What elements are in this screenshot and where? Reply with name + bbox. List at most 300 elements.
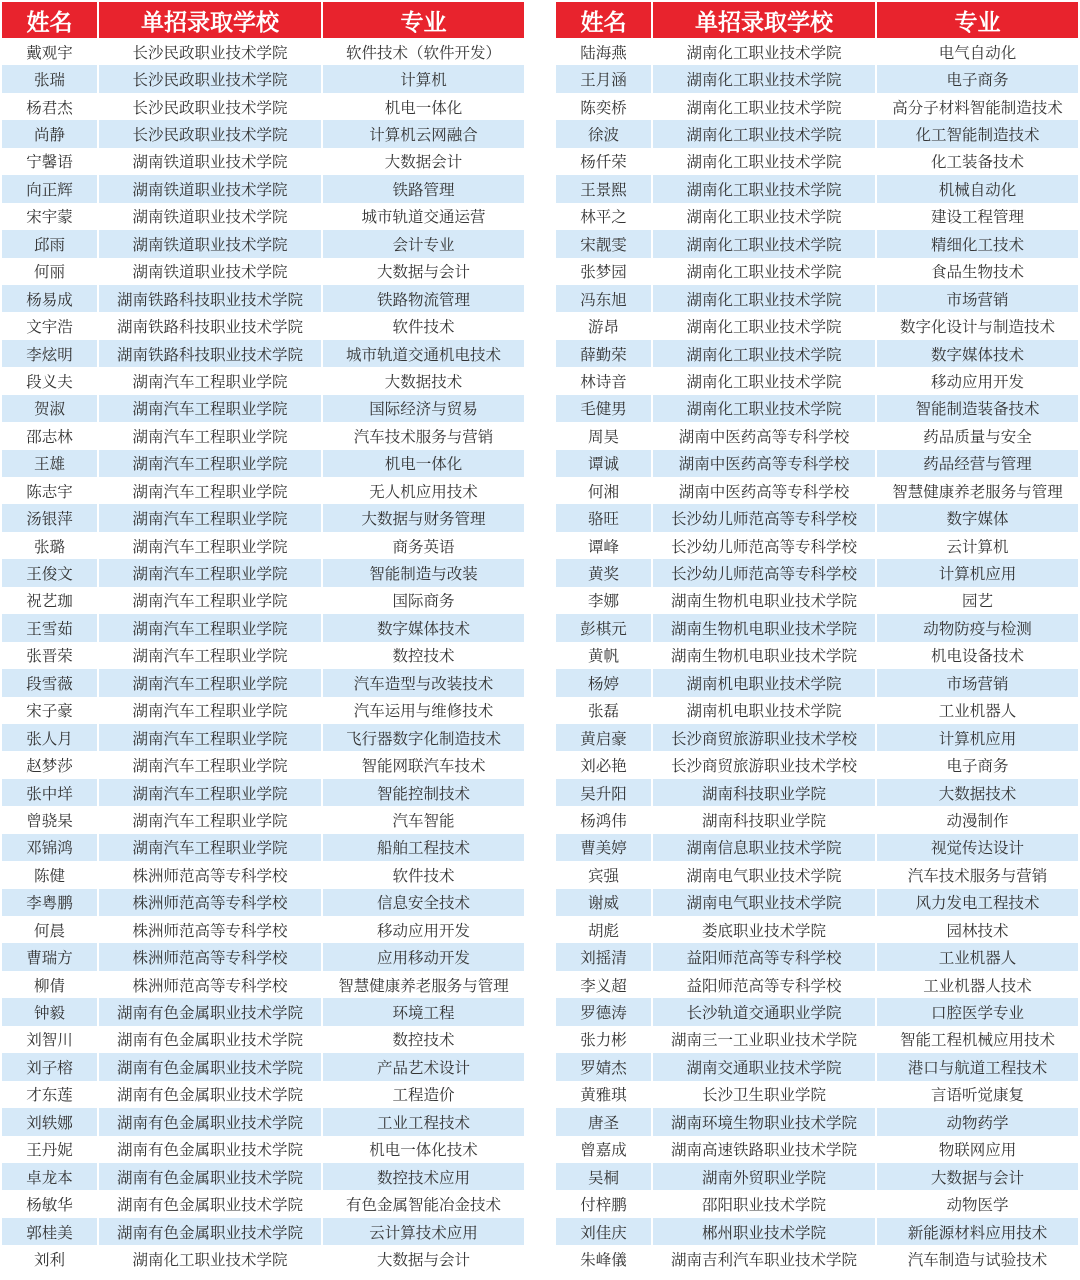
cell-name: 杨婷	[556, 669, 652, 696]
table-row	[2, 806, 524, 833]
table-row	[556, 724, 1078, 751]
cell-major: 港口与航道工程技术	[876, 1053, 1078, 1080]
cell-name: 徐波	[556, 120, 652, 147]
table-row	[2, 450, 524, 477]
cell-name: 冯东旭	[556, 285, 652, 312]
cell-school: 湖南化工职业技术学院	[652, 395, 876, 422]
cell-school: 湖南化工职业技术学院	[98, 1245, 322, 1272]
cell-major: 智慧健康养老服务与管理	[322, 971, 524, 998]
cell-name: 向正辉	[2, 175, 98, 202]
cell-major: 动漫制作	[876, 806, 1078, 833]
cell-name: 王雄	[2, 450, 98, 477]
cell-major: 数控技术应用	[322, 1163, 524, 1190]
cell-name: 骆旺	[556, 504, 652, 531]
table-row	[556, 340, 1078, 367]
cell-major: 智能制造装备技术	[876, 395, 1078, 422]
cell-school: 长沙民政职业技术学院	[98, 65, 322, 92]
cell-major: 商务英语	[322, 532, 524, 559]
header-row	[2, 2, 524, 38]
table-row	[556, 230, 1078, 257]
cell-school: 长沙卫生职业学院	[652, 1081, 876, 1108]
cell-name: 李粤鹏	[2, 889, 98, 916]
cell-major: 移动应用开发	[322, 916, 524, 943]
cell-major: 口腔医学专业	[876, 998, 1078, 1025]
cell-name: 刘利	[2, 1245, 98, 1272]
cell-school: 湖南汽车工程职业学院	[98, 532, 322, 559]
cell-major: 视觉传达设计	[876, 834, 1078, 861]
cell-school: 娄底职业技术学院	[652, 916, 876, 943]
table-row	[556, 312, 1078, 339]
table-row	[2, 916, 524, 943]
cell-major: 市场营销	[876, 285, 1078, 312]
cell-major: 数字媒体	[876, 504, 1078, 531]
cell-name: 黄雅琪	[556, 1081, 652, 1108]
cell-school: 湖南生物机电职业技术学院	[652, 614, 876, 641]
cell-school: 湖南化工职业技术学院	[652, 312, 876, 339]
cell-name: 贺淑	[2, 395, 98, 422]
cell-school: 湖南汽车工程职业学院	[98, 806, 322, 833]
cell-major: 大数据与会计	[322, 1245, 524, 1272]
cell-name: 朱峰儀	[556, 1245, 652, 1272]
cell-name: 薛勤荣	[556, 340, 652, 367]
cell-name: 张人月	[2, 724, 98, 751]
table-row	[2, 998, 524, 1025]
cell-major: 国际商务	[322, 587, 524, 614]
cell-school: 湖南化工职业技术学院	[652, 93, 876, 120]
cell-school: 湖南三一工业职业技术学院	[652, 1026, 876, 1053]
cell-major: 言语听觉康复	[876, 1081, 1078, 1108]
table-row	[556, 559, 1078, 586]
cell-name: 陈健	[2, 861, 98, 888]
table-row	[2, 65, 524, 92]
cell-name: 段义夫	[2, 367, 98, 394]
table-row	[2, 1218, 524, 1245]
table-row	[2, 175, 524, 202]
cell-name: 刘必艳	[556, 751, 652, 778]
cell-major: 工业机器人技术	[876, 971, 1078, 998]
cell-name: 宁馨语	[2, 148, 98, 175]
cell-school: 湖南汽车工程职业学院	[98, 559, 322, 586]
cell-name: 李义超	[556, 971, 652, 998]
cell-school: 湖南铁道职业技术学院	[98, 258, 322, 285]
cell-major: 建设工程管理	[876, 203, 1078, 230]
cell-name: 钟毅	[2, 998, 98, 1025]
cell-major: 大数据会计	[322, 148, 524, 175]
cell-major: 动物防疫与检测	[876, 614, 1078, 641]
table-row	[556, 367, 1078, 394]
cell-major: 汽车技术服务与营销	[322, 422, 524, 449]
table-row	[2, 779, 524, 806]
cell-major: 应用移动开发	[322, 943, 524, 970]
table-row	[2, 1053, 524, 1080]
cell-school: 长沙民政职业技术学院	[98, 120, 322, 147]
cell-major: 汽车运用与维修技术	[322, 697, 524, 724]
cell-major: 数控技术	[322, 642, 524, 669]
cell-name: 何湘	[556, 477, 652, 504]
table-row	[556, 203, 1078, 230]
cell-school: 株洲师范高等专科学校	[98, 889, 322, 916]
table-row	[556, 1163, 1078, 1190]
cell-school: 湖南汽车工程职业学院	[98, 477, 322, 504]
cell-school: 湖南铁路科技职业技术学院	[98, 340, 322, 367]
cell-major: 动物药学	[876, 1108, 1078, 1135]
cell-name: 刘摇清	[556, 943, 652, 970]
table-row	[2, 120, 524, 147]
cell-major: 云计算技术应用	[322, 1218, 524, 1245]
cell-major: 大数据与会计	[322, 258, 524, 285]
cell-name: 张璐	[2, 532, 98, 559]
cell-major: 市场营销	[876, 669, 1078, 696]
table-row	[556, 806, 1078, 833]
cell-major: 汽车造型与改装技术	[322, 669, 524, 696]
cell-major: 产品艺术设计	[322, 1053, 524, 1080]
cell-major: 工业机器人	[876, 697, 1078, 724]
cell-major: 汽车技术服务与营销	[876, 861, 1078, 888]
header-school: 单招录取学校	[98, 2, 322, 38]
table-row	[556, 697, 1078, 724]
cell-name: 刘佳庆	[556, 1218, 652, 1245]
cell-school: 湖南交通职业技术学院	[652, 1053, 876, 1080]
table-row	[556, 834, 1078, 861]
table-row	[2, 422, 524, 449]
cell-school: 湖南科技职业学院	[652, 806, 876, 833]
cell-major: 机电一体化	[322, 450, 524, 477]
cell-name: 文宇浩	[2, 312, 98, 339]
cell-name: 陆海燕	[556, 38, 652, 65]
cell-major: 机械自动化	[876, 175, 1078, 202]
table-row	[556, 285, 1078, 312]
cell-major: 城市轨道交通机电技术	[322, 340, 524, 367]
table-row	[556, 1136, 1078, 1163]
cell-school: 湖南生物机电职业技术学院	[652, 587, 876, 614]
cell-school: 湖南汽车工程职业学院	[98, 422, 322, 449]
cell-major: 机电一体化技术	[322, 1136, 524, 1163]
cell-school: 益阳师范高等专科学校	[652, 943, 876, 970]
table-row	[2, 1081, 524, 1108]
table-row	[556, 504, 1078, 531]
cell-major: 数字媒体技术	[876, 340, 1078, 367]
cell-name: 谭诚	[556, 450, 652, 477]
cell-school: 湖南化工职业技术学院	[652, 258, 876, 285]
cell-name: 柳倩	[2, 971, 98, 998]
cell-name: 陈志宇	[2, 477, 98, 504]
table-row	[2, 834, 524, 861]
cell-school: 长沙幼儿师范高等专科学校	[652, 532, 876, 559]
cell-school: 株洲师范高等专科学校	[98, 916, 322, 943]
table-row	[556, 38, 1078, 65]
table-row	[556, 861, 1078, 888]
cell-name: 胡彪	[556, 916, 652, 943]
table-row	[2, 285, 524, 312]
cell-major: 园林技术	[876, 916, 1078, 943]
cell-school: 湖南铁道职业技术学院	[98, 230, 322, 257]
cell-name: 罗德涛	[556, 998, 652, 1025]
cell-name: 曾骁杲	[2, 806, 98, 833]
cell-school: 湖南吉利汽车职业技术学院	[652, 1245, 876, 1272]
cell-school: 湖南机电职业技术学院	[652, 669, 876, 696]
cell-major: 计算机应用	[876, 559, 1078, 586]
table-row	[2, 93, 524, 120]
cell-name: 尚静	[2, 120, 98, 147]
cell-school: 湖南有色金属职业技术学院	[98, 1163, 322, 1190]
cell-major: 大数据与会计	[876, 1163, 1078, 1190]
table-row	[2, 669, 524, 696]
cell-school: 湖南化工职业技术学院	[652, 367, 876, 394]
cell-major: 飞行器数字化制造技术	[322, 724, 524, 751]
cell-school: 湖南化工职业技术学院	[652, 120, 876, 147]
cell-name: 王月涵	[556, 65, 652, 92]
table-row	[556, 1053, 1078, 1080]
cell-name: 杨易成	[2, 285, 98, 312]
cell-major: 物联网应用	[876, 1136, 1078, 1163]
cell-major: 无人机应用技术	[322, 477, 524, 504]
cell-name: 吴升阳	[556, 779, 652, 806]
cell-school: 长沙幼儿师范高等专科学校	[652, 559, 876, 586]
cell-major: 精细化工技术	[876, 230, 1078, 257]
cell-major: 软件技术	[322, 861, 524, 888]
table-row	[556, 532, 1078, 559]
table-row	[2, 1190, 524, 1217]
cell-school: 湖南铁道职业技术学院	[98, 148, 322, 175]
cell-major: 化工智能制造技术	[876, 120, 1078, 147]
cell-name: 宾强	[556, 861, 652, 888]
cell-school: 湖南有色金属职业技术学院	[98, 1108, 322, 1135]
table-row	[2, 1163, 524, 1190]
cell-school: 湖南信息职业技术学院	[652, 834, 876, 861]
table-row	[556, 1108, 1078, 1135]
table-row	[556, 65, 1078, 92]
cell-major: 工程造价	[322, 1081, 524, 1108]
cell-name: 曹美婷	[556, 834, 652, 861]
cell-major: 智能工程机械应用技术	[876, 1026, 1078, 1053]
cell-major: 化工装备技术	[876, 148, 1078, 175]
cell-name: 周昊	[556, 422, 652, 449]
table-row	[2, 1136, 524, 1163]
table-row	[2, 532, 524, 559]
cell-name: 游昂	[556, 312, 652, 339]
cell-name: 戴观宇	[2, 38, 98, 65]
table-row	[2, 148, 524, 175]
cell-school: 湖南中医药高等专科学校	[652, 450, 876, 477]
cell-school: 长沙商贸旅游职业技术学校	[652, 724, 876, 751]
cell-school: 湖南电气职业技术学院	[652, 889, 876, 916]
cell-name: 林诗音	[556, 367, 652, 394]
cell-school: 株洲师范高等专科学校	[98, 943, 322, 970]
table-row	[2, 230, 524, 257]
table-row	[556, 916, 1078, 943]
cell-major: 计算机云网融合	[322, 120, 524, 147]
cell-school: 湖南化工职业技术学院	[652, 230, 876, 257]
cell-major: 新能源材料应用技术	[876, 1218, 1078, 1245]
cell-school: 长沙商贸旅游职业技术学校	[652, 751, 876, 778]
cell-major: 软件技术（软件开发）	[322, 38, 524, 65]
table-row	[2, 477, 524, 504]
header-major: 专业	[322, 2, 524, 38]
cell-school: 湖南汽车工程职业学院	[98, 642, 322, 669]
cell-school: 湖南有色金属职业技术学院	[98, 1053, 322, 1080]
cell-major: 风力发电工程技术	[876, 889, 1078, 916]
cell-name: 王景熙	[556, 175, 652, 202]
cell-name: 李娜	[556, 587, 652, 614]
cell-school: 湖南化工职业技术学院	[652, 340, 876, 367]
cell-name: 杨仟荣	[556, 148, 652, 175]
cell-name: 宋靓雯	[556, 230, 652, 257]
cell-name: 张梦园	[556, 258, 652, 285]
cell-school: 湖南汽车工程职业学院	[98, 395, 322, 422]
cell-school: 长沙民政职业技术学院	[98, 38, 322, 65]
cell-school: 湖南汽车工程职业学院	[98, 779, 322, 806]
cell-major: 汽车制造与试验技术	[876, 1245, 1078, 1272]
cell-name: 段雪薇	[2, 669, 98, 696]
cell-major: 智能控制技术	[322, 779, 524, 806]
table-row	[2, 203, 524, 230]
cell-school: 湖南汽车工程职业学院	[98, 367, 322, 394]
table-row	[556, 971, 1078, 998]
table-row	[556, 669, 1078, 696]
cell-major: 药品质量与安全	[876, 422, 1078, 449]
left-admission-table	[2, 2, 524, 1273]
cell-major: 电子商务	[876, 751, 1078, 778]
cell-school: 湖南汽车工程职业学院	[98, 697, 322, 724]
cell-school: 湖南化工职业技术学院	[652, 285, 876, 312]
cell-major: 电子商务	[876, 65, 1078, 92]
header-school: 单招录取学校	[652, 2, 876, 38]
cell-major: 智慧健康养老服务与管理	[876, 477, 1078, 504]
cell-major: 计算机	[322, 65, 524, 92]
cell-name: 刘子榕	[2, 1053, 98, 1080]
cell-school: 湖南机电职业技术学院	[652, 697, 876, 724]
cell-major: 信息安全技术	[322, 889, 524, 916]
cell-name: 毛健男	[556, 395, 652, 422]
header-name: 姓名	[556, 2, 652, 38]
table-row	[2, 751, 524, 778]
table-row	[2, 1245, 524, 1272]
table-row	[2, 614, 524, 641]
cell-name: 林平之	[556, 203, 652, 230]
cell-major: 数字媒体技术	[322, 614, 524, 641]
cell-school: 湖南化工职业技术学院	[652, 175, 876, 202]
table-row	[556, 779, 1078, 806]
cell-school: 湖南铁道职业技术学院	[98, 175, 322, 202]
cell-school: 湖南高速铁路职业技术学院	[652, 1136, 876, 1163]
cell-major: 智能网联汽车技术	[322, 751, 524, 778]
cell-school: 株洲师范高等专科学校	[98, 971, 322, 998]
cell-major: 云计算机	[876, 532, 1078, 559]
cell-name: 杨敏华	[2, 1190, 98, 1217]
cell-major: 大数据与财务管理	[322, 504, 524, 531]
cell-school: 长沙轨道交通职业学院	[652, 998, 876, 1025]
table-row	[2, 1108, 524, 1135]
table-row	[556, 1026, 1078, 1053]
cell-major: 铁路管理	[322, 175, 524, 202]
cell-school: 湖南有色金属职业技术学院	[98, 1026, 322, 1053]
cell-school: 湖南生物机电职业技术学院	[652, 642, 876, 669]
cell-major: 软件技术	[322, 312, 524, 339]
cell-name: 曹瑞方	[2, 943, 98, 970]
cell-name: 谭峰	[556, 532, 652, 559]
cell-major: 工业机器人	[876, 943, 1078, 970]
cell-name: 何晨	[2, 916, 98, 943]
table-row	[2, 1026, 524, 1053]
cell-name: 王俊文	[2, 559, 98, 586]
cell-school: 湖南中医药高等专科学校	[652, 422, 876, 449]
table-row	[2, 642, 524, 669]
table-row	[556, 148, 1078, 175]
cell-major: 食品生物技术	[876, 258, 1078, 285]
right-admission-table	[556, 2, 1078, 1273]
cell-name: 张磊	[556, 697, 652, 724]
cell-name: 邱雨	[2, 230, 98, 257]
cell-major: 移动应用开发	[876, 367, 1078, 394]
cell-school: 湖南科技职业学院	[652, 779, 876, 806]
cell-name: 邵志林	[2, 422, 98, 449]
cell-name: 谢威	[556, 889, 652, 916]
table-row	[2, 724, 524, 751]
cell-name: 陈奕桥	[556, 93, 652, 120]
cell-school: 湖南化工职业技术学院	[652, 203, 876, 230]
table-row	[556, 477, 1078, 504]
cell-school: 湖南铁路科技职业技术学院	[98, 312, 322, 339]
table-row	[2, 258, 524, 285]
cell-name: 罗婧杰	[556, 1053, 652, 1080]
table-row	[2, 971, 524, 998]
table-row	[556, 998, 1078, 1025]
table-row	[2, 943, 524, 970]
cell-major: 计算机应用	[876, 724, 1078, 751]
cell-school: 湖南中医药高等专科学校	[652, 477, 876, 504]
cell-school: 湖南汽车工程职业学院	[98, 614, 322, 641]
cell-major: 船舶工程技术	[322, 834, 524, 861]
table-row	[556, 422, 1078, 449]
cell-major: 药品经营与管理	[876, 450, 1078, 477]
cell-major: 会计专业	[322, 230, 524, 257]
cell-name: 黄帆	[556, 642, 652, 669]
cell-name: 邓锦鸿	[2, 834, 98, 861]
cell-school: 湖南汽车工程职业学院	[98, 504, 322, 531]
cell-school: 株洲师范高等专科学校	[98, 861, 322, 888]
cell-name: 杨君杰	[2, 93, 98, 120]
cell-name: 李炫明	[2, 340, 98, 367]
cell-name: 郭桂美	[2, 1218, 98, 1245]
cell-name: 赵梦莎	[2, 751, 98, 778]
cell-school: 湖南化工职业技术学院	[652, 38, 876, 65]
table-row	[2, 340, 524, 367]
cell-name: 唐圣	[556, 1108, 652, 1135]
cell-major: 机电设备技术	[876, 642, 1078, 669]
cell-major: 大数据技术	[322, 367, 524, 394]
cell-school: 湖南汽车工程职业学院	[98, 724, 322, 751]
left-table-body	[2, 38, 524, 1273]
cell-school: 湖南有色金属职业技术学院	[98, 1218, 322, 1245]
cell-school: 湖南汽车工程职业学院	[98, 834, 322, 861]
cell-name: 付梓鹏	[556, 1190, 652, 1217]
cell-name: 黄奖	[556, 559, 652, 586]
table-row	[2, 38, 524, 65]
cell-name: 杨鸿伟	[556, 806, 652, 833]
cell-school: 湖南电气职业技术学院	[652, 861, 876, 888]
table-row	[2, 861, 524, 888]
cell-major: 铁路物流管理	[322, 285, 524, 312]
table-row	[556, 1081, 1078, 1108]
header-major: 专业	[876, 2, 1078, 38]
cell-school: 郴州职业技术学院	[652, 1218, 876, 1245]
cell-school: 湖南有色金属职业技术学院	[98, 998, 322, 1025]
table-row	[2, 889, 524, 916]
cell-name: 张力彬	[556, 1026, 652, 1053]
table-row	[556, 1218, 1078, 1245]
cell-major: 城市轨道交通运营	[322, 203, 524, 230]
cell-name: 才东莲	[2, 1081, 98, 1108]
